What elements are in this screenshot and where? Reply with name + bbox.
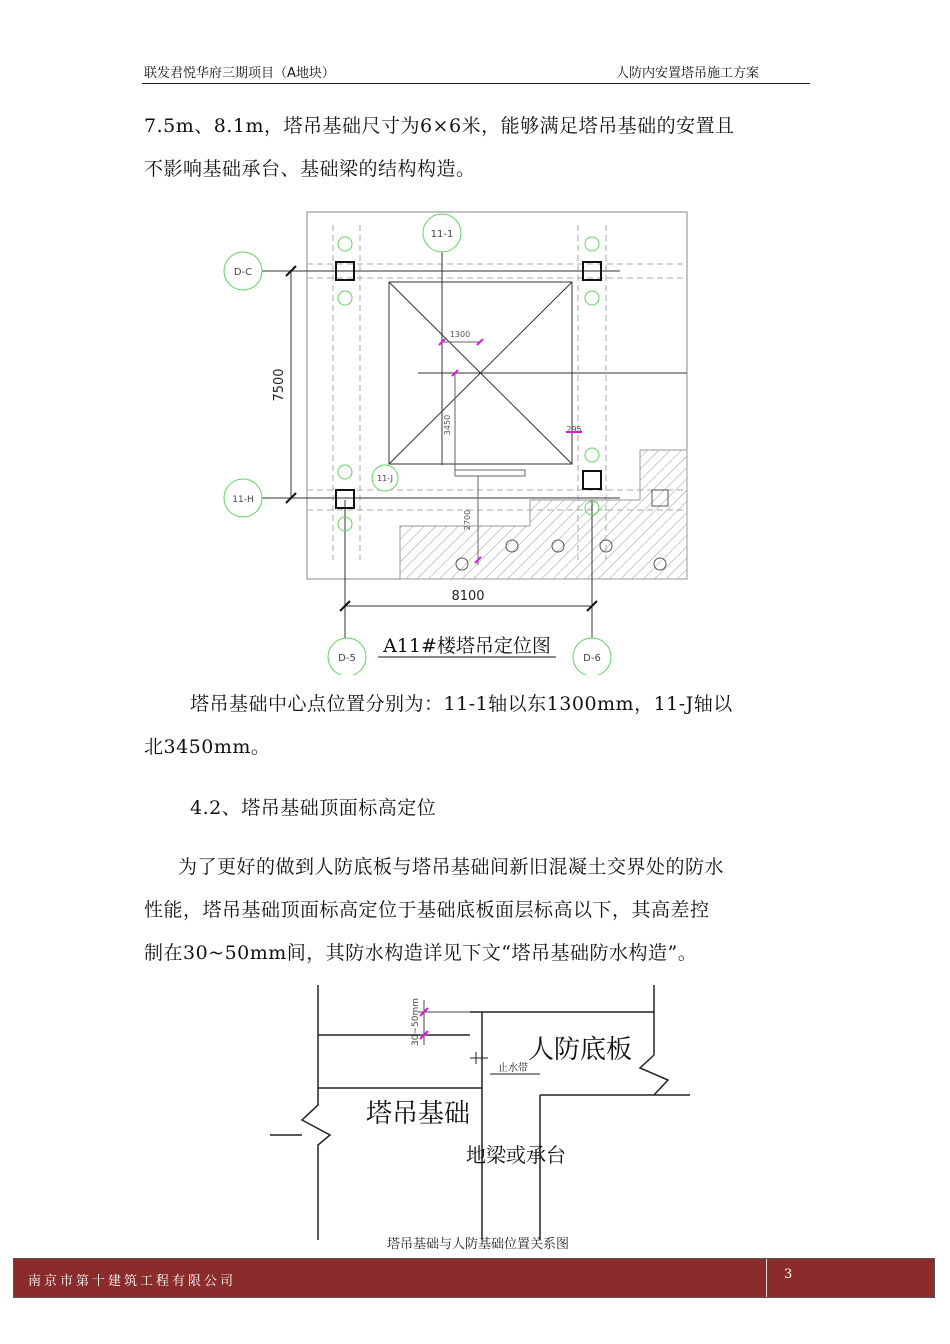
outline: [270, 985, 690, 1240]
paragraph-3-line-2: 性能，塔吊基础顶面标高定位于基础底板面层标高以下，其高差控: [144, 899, 710, 921]
paragraph-2-line-2: 北3450mm。: [144, 736, 271, 758]
dimension-1300: 1300: [449, 330, 471, 339]
slab-label: 人防底板: [527, 1035, 633, 1065]
axis-label-d-6: D-6: [583, 653, 601, 664]
footer-bar: [13, 1258, 935, 1298]
paragraph-1-line-1: 7.5m、8.1m，塔吊基础尺寸为6×6米，能够满足塔吊基础的安置且: [144, 115, 735, 137]
axis-lines: [262, 245, 620, 640]
paragraph-3-line-3: 制在30~50mm间，其防水构造详见下文“塔吊基础防水构造”。: [144, 942, 698, 964]
header-divider: [142, 83, 810, 84]
axis-label-11-h: 11-H: [232, 495, 254, 505]
axis-label-d-5: D-5: [338, 653, 356, 664]
hatched-area: [400, 450, 687, 579]
paragraph-2-line-1: 塔吊基础中心点位置分别为：11-1轴以东1300mm，11-J轴以: [190, 693, 733, 715]
crane-positioning-drawing: [215, 205, 715, 675]
paragraph-3-line-1: 为了更好的做到人防底板与塔吊基础间新旧混凝土交界处的防水: [178, 856, 725, 878]
gap-dimension: [418, 1000, 470, 1045]
dimension-295: 295: [566, 425, 582, 434]
dimension-8100: 8100: [451, 589, 485, 604]
page-number: 3: [784, 1267, 793, 1282]
header-document-title: 人防内安置塔吊施工方案: [616, 66, 760, 81]
paragraph-1-line-2: 不影响基础承台、基础梁的结构构造。: [144, 158, 476, 180]
waterstop-label: 止水带: [498, 1063, 528, 1074]
dimension-3450: 3450: [443, 414, 452, 436]
dimension-2700: 2700: [463, 509, 472, 531]
gap-label: 30~50mm: [411, 998, 421, 1046]
figure-2-caption: 塔吊基础与人防基础位置关系图: [386, 1237, 570, 1252]
section-4-2-title: 4.2、塔吊基础顶面标高定位: [190, 797, 437, 819]
crane-foundation-square: [389, 282, 687, 464]
footer-company-name: 南京市第十建筑工程有限公司: [28, 1274, 237, 1289]
foundation-label: 塔吊基础: [365, 1099, 471, 1129]
axis-label-11-j: 11-J: [377, 474, 393, 483]
dashed-grid: [307, 225, 687, 560]
header-project-name: 联发君悦华府三期项目（A地块）: [144, 66, 335, 81]
axis-label-d-c: D-C: [233, 267, 253, 278]
foundation-relationship-drawing: [260, 980, 690, 1255]
figure-1-caption: A11#楼塔吊定位图: [383, 635, 551, 657]
dimension-7500: 7500: [272, 368, 287, 402]
beam-label: 地梁或承台: [466, 1143, 566, 1167]
axis-label-11-1: 11-1: [430, 229, 454, 240]
